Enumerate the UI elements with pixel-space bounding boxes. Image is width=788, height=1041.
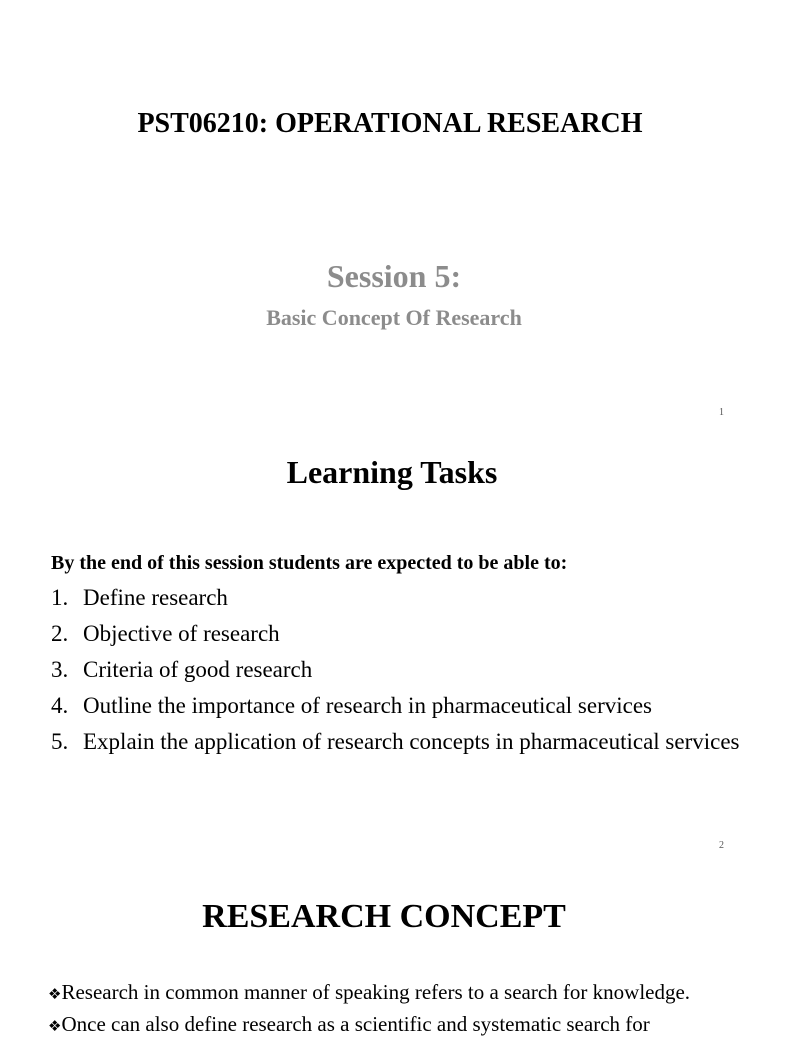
list-item-number: 5. [51,729,69,754]
list-item-text: Once can also define research as a scientific and systematic search for [61,1012,650,1036]
list-item [51,690,741,721]
slide-2 [0,432,768,864]
page-number: 1 [719,407,724,418]
session-subtitle: Basic Concept Of Research [266,305,522,330]
learning-tasks-list [51,582,741,762]
slide-1 [0,0,768,432]
list-item [51,654,741,685]
list-item [48,1009,742,1041]
list-item-text: Objective of research [83,621,280,646]
course-title: PST06210: OPERATIONAL RESEARCH [137,108,643,139]
list-item-number: 1. [51,585,69,610]
list-item-number: 3. [51,657,69,682]
list-item [51,726,741,757]
list-item [48,977,742,1009]
session-title: Session 5: [326,258,462,294]
list-item-text: Research in common manner of speaking refers to a search for knowledge. [61,980,691,1004]
list-item [51,582,741,613]
list-item-number: 2. [51,621,69,646]
list-item-number: 4. [51,693,69,718]
list-item-text: Explain the application of research concepts in pharmaceutical services [83,729,740,754]
research-concept-title: RESEARCH CONCEPT [202,898,566,935]
diamond-bullet-icon: ❖ [48,985,62,1003]
diamond-bullet-icon: ❖ [48,1017,62,1035]
learning-tasks-intro: By the end of this session students are expected to be able to: [51,552,568,574]
page-number: 2 [719,840,724,851]
list-item-text: Outline the importance of research in pharmaceutical services [83,693,652,718]
list-item [51,618,741,649]
slide-3 [0,864,768,1036]
research-concept-bullets [48,977,742,1041]
learning-tasks-title: Learning Tasks [286,454,498,490]
list-item-text: Define research [83,585,228,610]
list-item-text: Criteria of good research [83,657,313,682]
